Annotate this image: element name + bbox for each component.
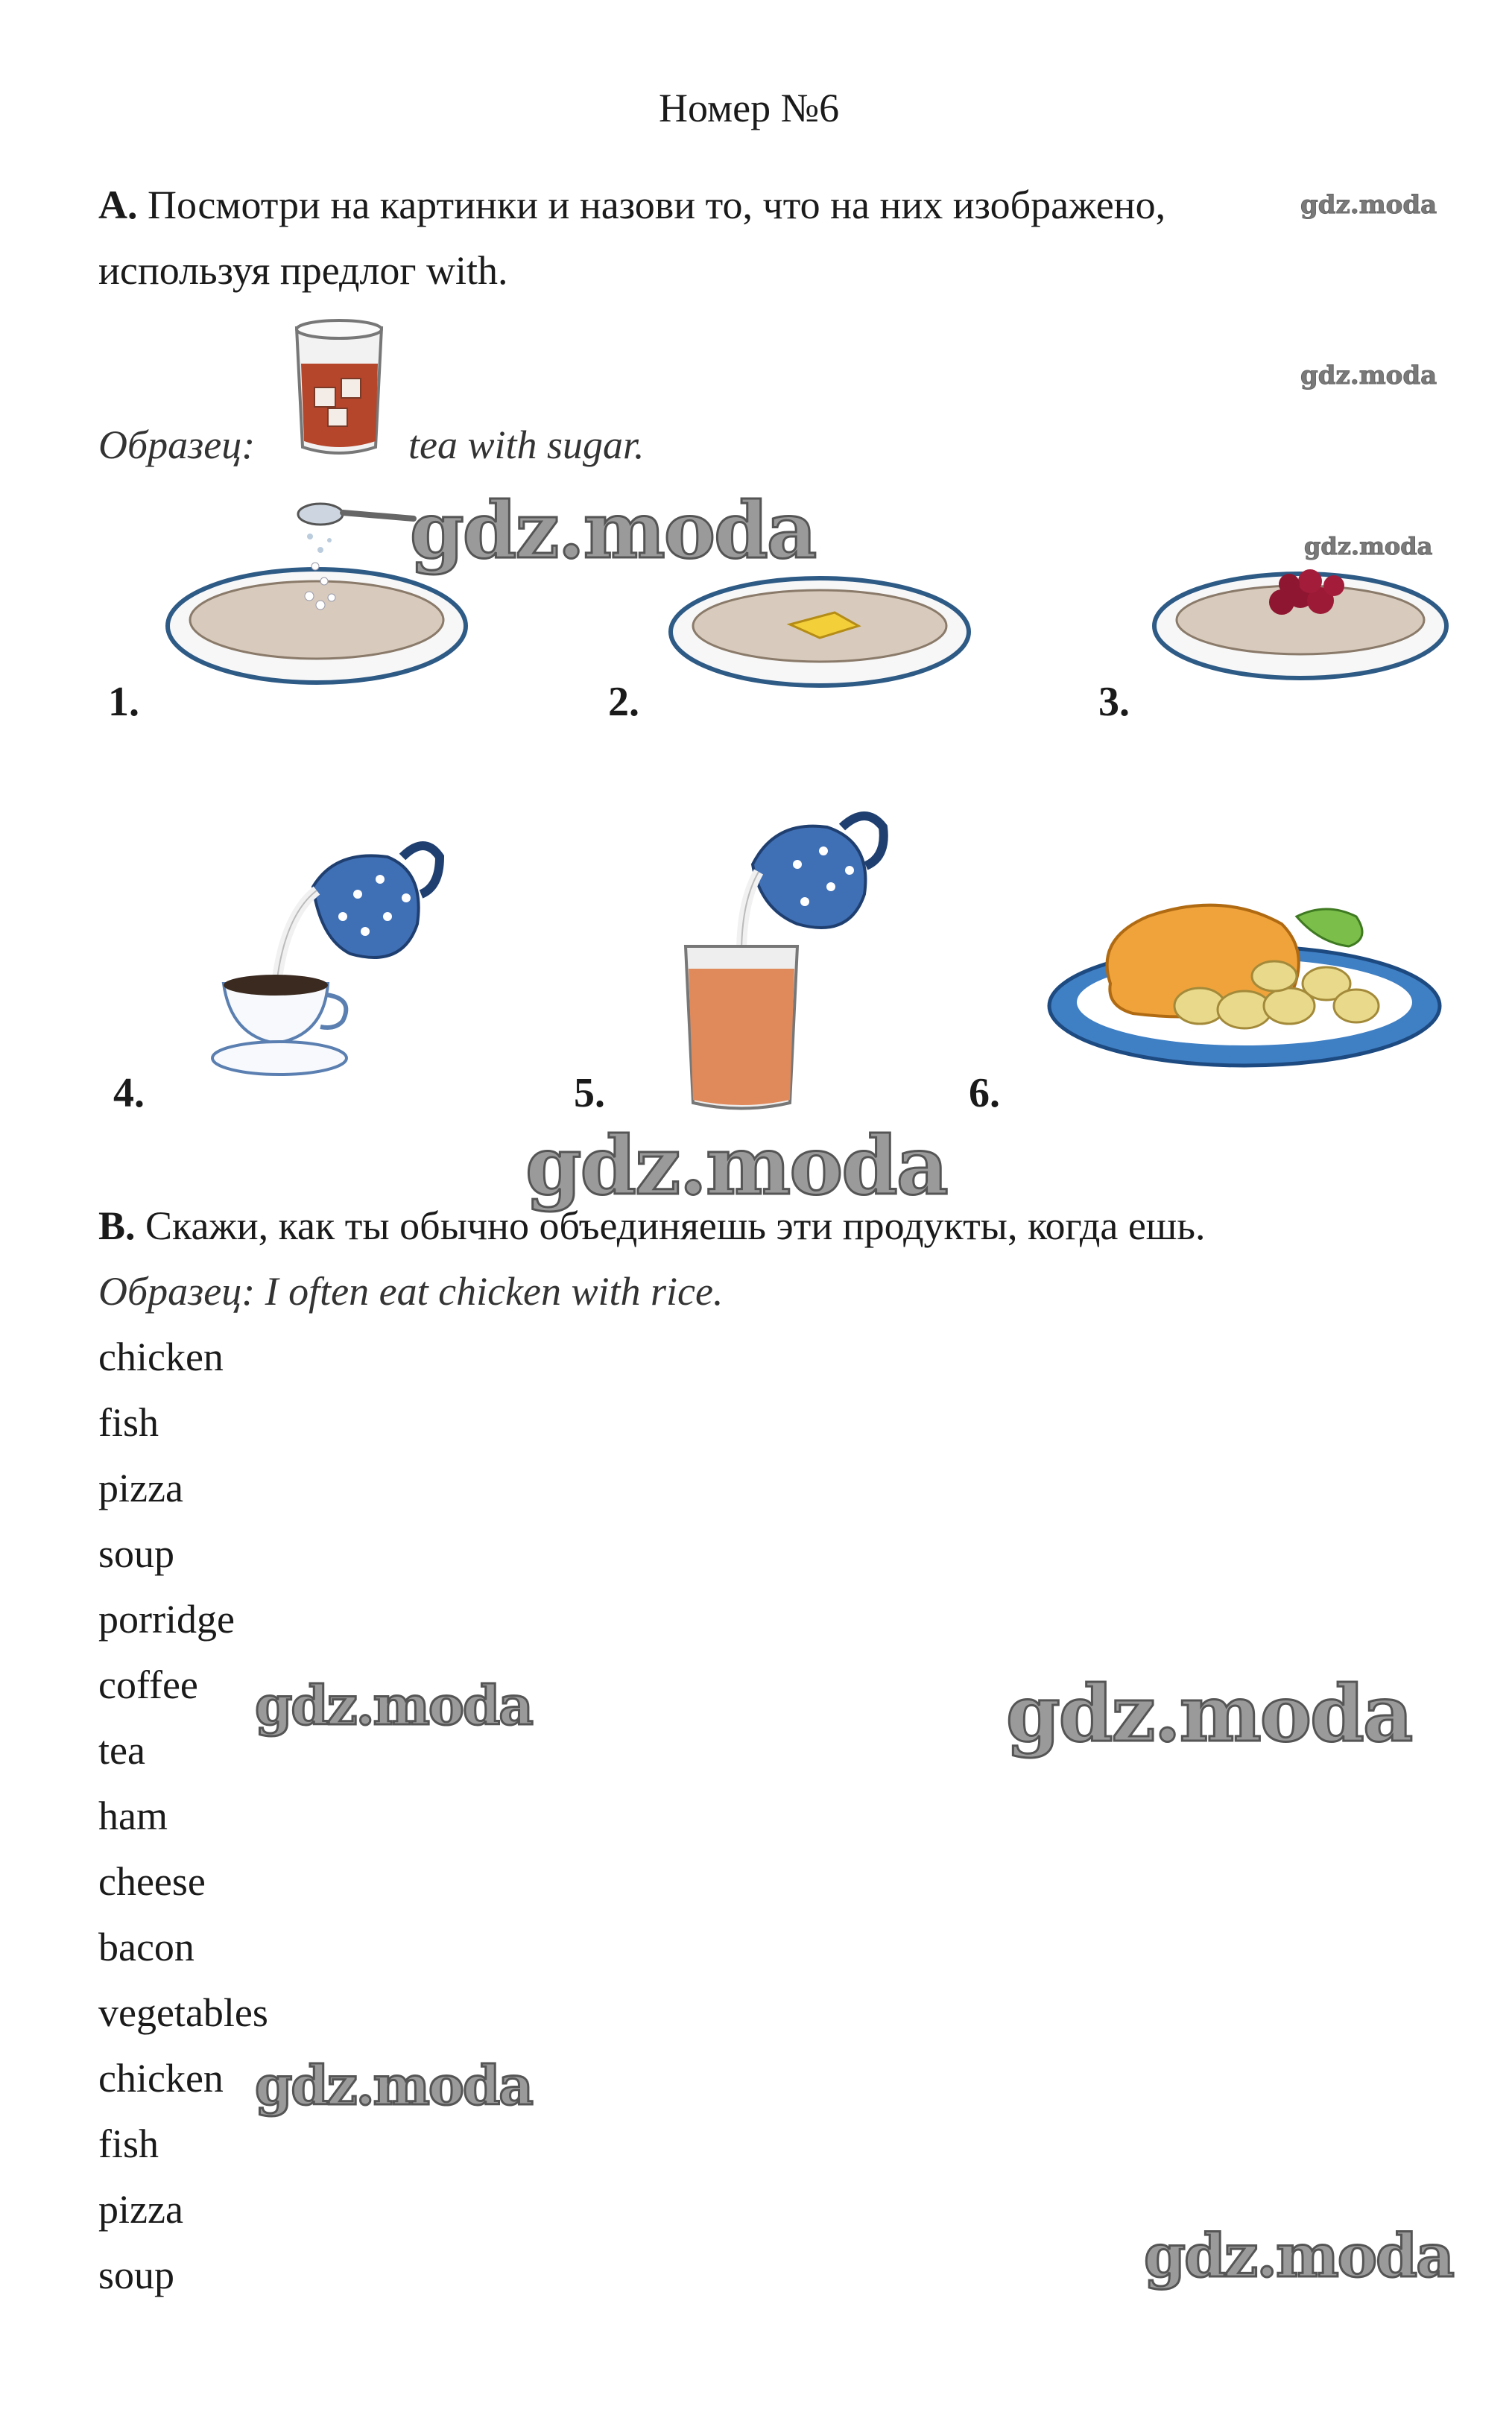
sample-label: Образец: — [98, 422, 256, 467]
section-b-letter: B. — [98, 1203, 136, 1248]
item-number-2: 2. — [608, 679, 639, 725]
porridge-with-butter-icon — [663, 566, 976, 693]
word-item: tea — [98, 1728, 145, 1773]
section-b-text: Скажи, как ты обычно объединяешь эти продукты, когда ешь. — [145, 1203, 1206, 1248]
word-item: soup — [98, 2253, 175, 2297]
section-a-line2: используя предлог with. — [98, 248, 508, 293]
watermark: gdz.moda — [255, 2054, 532, 2117]
item-number-6: 6. — [969, 1070, 1000, 1116]
word-item: cheese — [98, 1859, 206, 1904]
item-number-5: 5. — [574, 1070, 605, 1116]
word-item: soup — [98, 1531, 175, 1576]
sample-text: tea with sugar. — [408, 422, 645, 467]
juice-with-milk-icon — [671, 805, 894, 1118]
page-title: Номер №6 — [659, 86, 840, 130]
item-number-3: 3. — [1098, 679, 1130, 725]
watermark: gdz.moda — [255, 1674, 532, 1737]
word-item: fish — [98, 1400, 159, 1445]
section-a-letter: A. — [98, 183, 138, 227]
watermark: gdz.moda — [410, 484, 816, 576]
porridge-with-jam-icon — [1148, 551, 1453, 686]
section-a-line1: Посмотри на картинки и назови то, что на них изображено, — [148, 183, 1166, 227]
word-item: bacon — [98, 1925, 194, 1969]
chicken-with-potatoes-icon — [1043, 894, 1446, 1073]
item-number-4: 4. — [113, 1070, 145, 1116]
watermark: gdz.moda — [1144, 2221, 1453, 2291]
word-item: chicken — [98, 2056, 224, 2101]
word-item: fish — [98, 2121, 159, 2166]
watermark: gdz.moda — [1300, 361, 1437, 390]
word-item: vegetables — [98, 1990, 268, 2035]
word-item: pizza — [98, 1466, 183, 1510]
section-b-sample: Образец: I often eat chicken with rice. — [98, 1269, 724, 1314]
watermark: gdz.moda — [525, 1119, 947, 1213]
coffee-with-milk-icon — [201, 827, 447, 1080]
watermark: gdz.moda — [1304, 532, 1433, 560]
word-item: porridge — [98, 1597, 235, 1642]
section-a-instruction — [98, 185, 1165, 225]
watermark: gdz.moda — [1300, 190, 1437, 220]
word-item: ham — [98, 1794, 168, 1838]
watermark: gdz.moda — [1006, 1668, 1412, 1759]
word-item: coffee — [98, 1662, 198, 1707]
item-number-1: 1. — [108, 679, 139, 725]
word-item: chicken — [98, 1335, 224, 1379]
word-item: pizza — [98, 2187, 183, 2232]
